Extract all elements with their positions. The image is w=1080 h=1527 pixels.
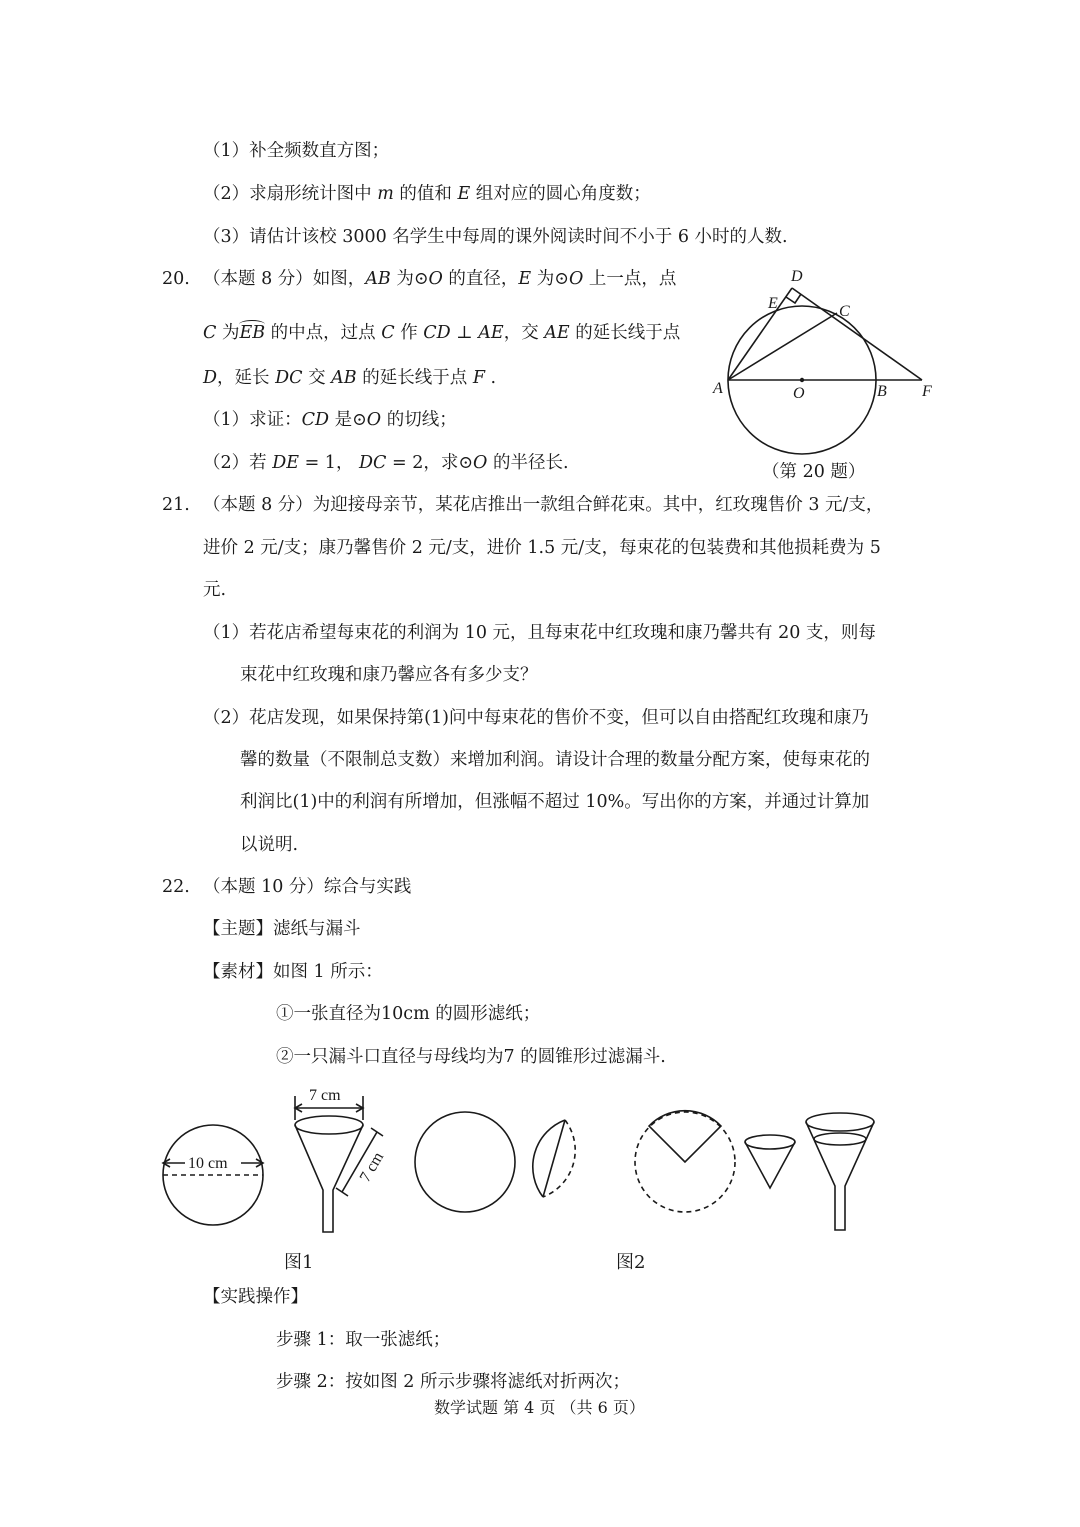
- q19-item-1: （1）补全频数直方图；: [203, 141, 390, 161]
- right-angle-mark: [786, 294, 801, 303]
- slant-tick-bottom: [336, 1188, 348, 1196]
- q20-figure: [705, 262, 965, 482]
- slant-tick-top: [371, 1128, 383, 1136]
- q22-material-1: ①一张直径为10cm 的圆形滤纸；: [276, 1004, 541, 1024]
- q21-line-2: 进价 2 元/支；康乃馨售价 2 元/支，进价 1.5 元/支，每束花的包装费和其他损耗费为 5: [203, 538, 881, 558]
- q20-sub-1: （1）求证：CD 是⊙O 的切线；: [203, 410, 457, 430]
- point-o: [800, 378, 804, 382]
- q21-sub-1a: （1）若花店希望每束花的利润为 10 元，且每束花中红玫瑰和康乃馨共有 20 支，则每: [203, 623, 876, 643]
- q20-line-1: （本题 8 分）如图，AB 为⊙O 的直径，E 为⊙O 上一点，点: [203, 269, 677, 289]
- q21-sub-2b: 馨的数量（不限制总支数）来增加利润。请设计合理的数量分配方案，使每束花的: [240, 750, 870, 770]
- label-c: C: [839, 303, 850, 320]
- q19-item-3: （3）请估计该校 3000 名学生中每周的课外阅读时间不小于 6 小时的人数.: [203, 227, 788, 247]
- q21-sub-2a: （2）花店发现，如果保持第(1)问中每束花的售价不变，但可以自由搭配红玫瑰和康乃: [203, 708, 869, 728]
- q20-sub-2: （2）若 DE = 1， DC = 2，求⊙O 的半径长.: [203, 453, 569, 473]
- q21-number: 21.: [162, 495, 190, 515]
- q21-sub-2c: 利润比(1)中的利润有所增加，但涨幅不超过 10%。写出你的方案，并通过计算加: [240, 792, 870, 812]
- label-b: B: [877, 383, 887, 400]
- q22-number: 22.: [162, 877, 190, 897]
- funnel-body: [295, 1125, 363, 1232]
- label-f: F: [922, 383, 932, 400]
- q22-figures: [155, 1082, 915, 1242]
- line-ac: [728, 313, 837, 380]
- q20-line-3: D，延长 DC 交 AB 的延长线于点 F .: [203, 368, 497, 388]
- arc-eb: EB: [239, 323, 266, 343]
- funnel2-inner-rim: [814, 1133, 866, 1145]
- label-10cm: 10 cm: [188, 1155, 228, 1172]
- q22-step-1: 步骤 1：取一张滤纸；: [276, 1330, 451, 1350]
- label-7cm-slant: 7 cm: [356, 1149, 388, 1186]
- q22-material-2: ②一只漏斗口直径与母线均为7 的圆锥形过滤漏斗.: [276, 1047, 666, 1067]
- label-a: A: [713, 380, 723, 397]
- q21-sub-2d: 以说明.: [240, 835, 299, 855]
- label-e: E: [768, 295, 778, 312]
- figure-1-caption: 图1: [284, 1252, 314, 1273]
- q22-step-2: 步骤 2：按如图 2 所示步骤将滤纸对折两次；: [276, 1372, 630, 1392]
- q20-number: 20.: [162, 269, 190, 289]
- q21-line-1: （本题 8 分）为迎接母亲节，某花店推出一款组合鲜花束。其中，红玫瑰售价 3 元/支，: [203, 495, 884, 515]
- q22-practice: 【实践操作】: [203, 1287, 308, 1307]
- q21-line-3: 元.: [203, 580, 227, 600]
- cone-rim: [745, 1135, 795, 1149]
- funnel2-rim: [806, 1113, 874, 1131]
- label-d: D: [791, 268, 803, 285]
- funnel2-body: [806, 1122, 874, 1230]
- q22-material: 【素材】如图 1 所示：: [203, 962, 383, 982]
- step-half-solid: [533, 1120, 565, 1197]
- q19-item-2: （2）求扇形统计图中 m 的值和 E 组对应的圆心角度数；: [203, 184, 651, 204]
- label-o: O: [793, 385, 805, 402]
- q20-figure-caption: （第 20 题）: [762, 462, 866, 482]
- label-7cm-top: 7 cm: [309, 1087, 341, 1104]
- step-circle-full: [415, 1112, 515, 1212]
- q20-line-2: C 为EB 的中点，过点 C 作 CD ⊥ AE，交 AE 的延长线于点: [203, 323, 681, 343]
- q21-sub-1b: 束花中红玫瑰和康乃馨应各有多少支？: [240, 665, 538, 685]
- funnel-rim: [295, 1116, 363, 1134]
- line-ad: [728, 288, 792, 380]
- q22-theme: 【主题】滤纸与漏斗: [203, 919, 361, 939]
- figure-2-caption: 图2: [616, 1252, 646, 1273]
- line-df: [792, 288, 922, 380]
- page-footer: 数学试题 第 4 页 （共 6 页）: [434, 1398, 645, 1417]
- q22-line-1: （本题 10 分）综合与实践: [203, 877, 412, 897]
